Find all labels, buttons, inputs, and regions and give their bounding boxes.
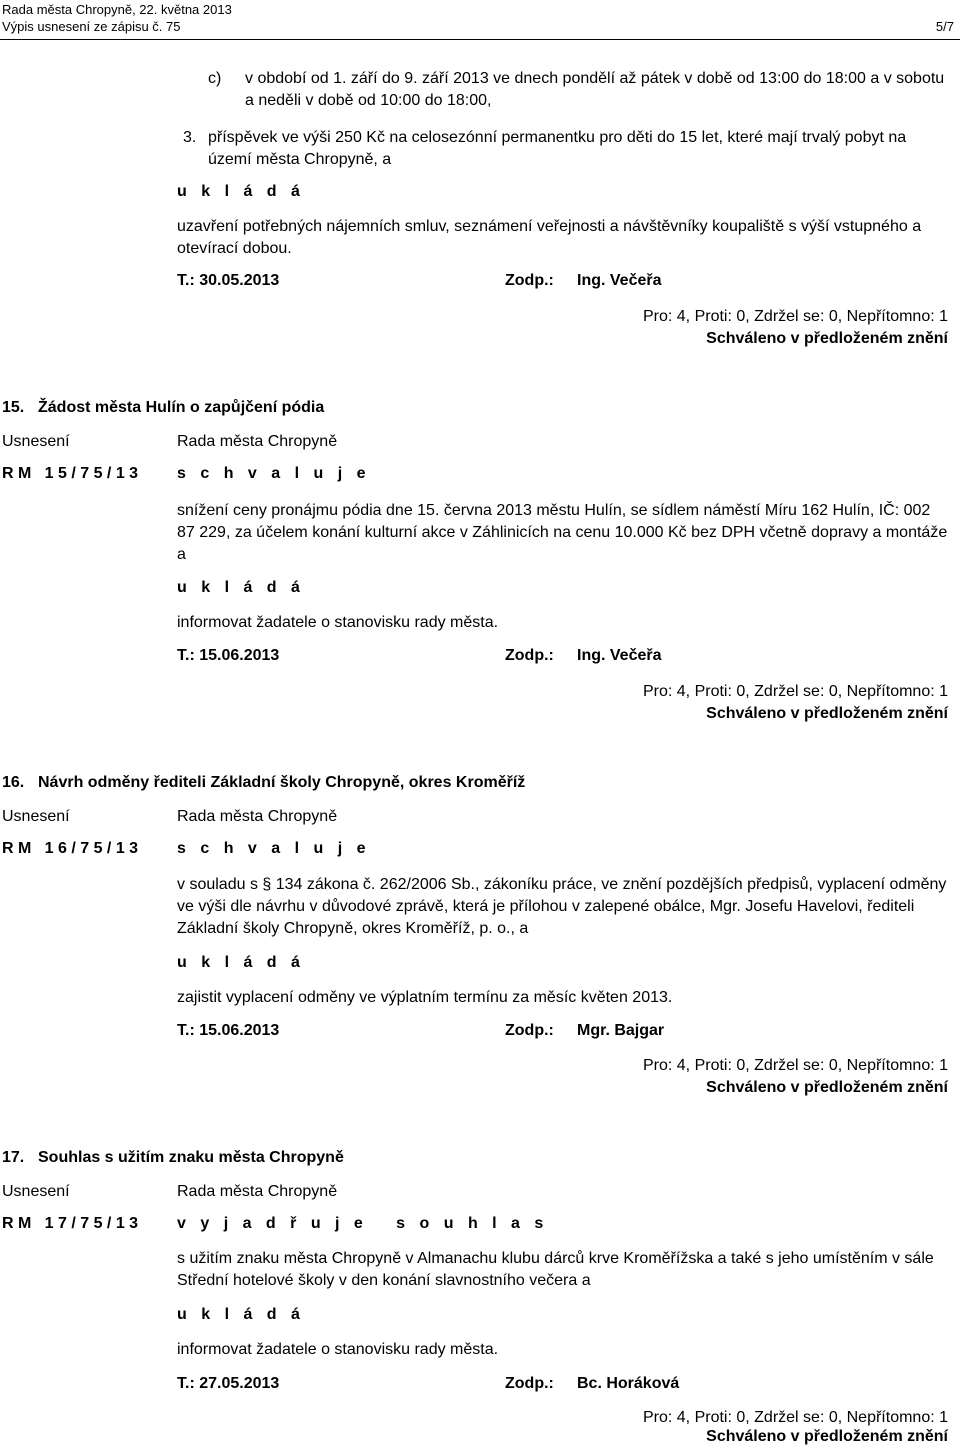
item-c-line1: v období od 1. září do 9. září 2013 ve dnech pondělí až pátek v době od 13:00 do 18:00 a v sobotu — [245, 70, 945, 87]
task-text: informovat žadatele o stanovisku rady města. — [177, 1341, 499, 1358]
task-line1: uzavření potřebných nájemních smluv, seznámení veřejnosti a návštěvníky koupaliště s výší vstupného a — [177, 218, 922, 235]
responsible-label: Zodp.: — [505, 647, 554, 664]
uklada-verb: u k l á d á — [177, 579, 305, 596]
vote-result: Pro: 4, Proti: 0, Zdržel se: 0, Nepřítomno: 1 — [642, 683, 948, 700]
uklada-verb: u k l á d á — [177, 183, 305, 200]
responsible-person: Ing. Večeřa — [577, 272, 662, 289]
deadline: T.: 15.06.2013 — [177, 647, 280, 664]
header-document-title: Výpis usnesení ze zápisu č. 75 — [2, 19, 181, 34]
item-c-marker: c) — [208, 70, 222, 87]
resolution-body-line2: ve výši dle návrhu v důvodové zprávě, která je přílohou v zalepené obálce, Mgr. Josefu Havelovi, řediteli — [177, 898, 915, 915]
uklada-verb: u k l á d á — [177, 954, 305, 971]
section-heading: Žádost města Hulín o zapůjčení pódia — [38, 399, 325, 416]
item-3-marker: 3. — [183, 129, 197, 146]
section-number: 15. — [2, 399, 25, 416]
resolution-verb: s c h v a l u j e — [177, 465, 371, 482]
deadline: T.: 15.06.2013 — [177, 1022, 280, 1039]
resolution-body-line3: a — [177, 546, 186, 563]
vote-result: Pro: 4, Proti: 0, Zdržel se: 0, Nepřítomno: 1 — [642, 1057, 948, 1074]
approval-status: Schváleno v předloženém znění — [706, 1428, 948, 1445]
approval-status: Schváleno v předloženém znění — [706, 1079, 948, 1096]
responsible-label: Zodp.: — [505, 272, 554, 289]
resolution-number: R M 1 5 / 7 5 / 1 3 — [2, 465, 139, 482]
item-c-line2: a neděli v době od 10:00 do 18:00, — [245, 92, 492, 109]
task-text: zajistit vyplacení odměny ve výplatním termínu za měsíc květen 2013. — [177, 989, 673, 1006]
section-number: 17. — [2, 1149, 25, 1166]
section-heading: Souhlas s užitím znaku města Chropyně — [38, 1149, 344, 1166]
resolution-verb: s c h v a l u j e — [177, 840, 371, 857]
vote-result: Pro: 4, Proti: 0, Zdržel se: 0, Nepřítomno: 1 — [642, 308, 948, 325]
page-number: 5/7 — [935, 19, 954, 34]
resolution-body-line2: Střední hotelové školy v den konání slavnostního večera a — [177, 1272, 591, 1289]
uklada-verb: u k l á d á — [177, 1306, 305, 1323]
approval-status: Schváleno v předloženém znění — [706, 330, 948, 347]
vote-result: Pro: 4, Proti: 0, Zdržel se: 0, Nepřítomno: 1 — [642, 1409, 948, 1426]
council-name: Rada města Chropyně — [177, 808, 338, 825]
responsible-label: Zodp.: — [505, 1375, 554, 1392]
header-council-date: Rada města Chropyně, 22. května 2013 — [2, 2, 232, 17]
resolution-body-line3: Základní školy Chropyně, okres Kroměříž, p. o., a — [177, 920, 529, 937]
item-3-line2: území města Chropyně, a — [208, 151, 392, 168]
resolution-number: R M 1 6 / 7 5 / 1 3 — [2, 840, 139, 857]
deadline: T.: 27.05.2013 — [177, 1375, 280, 1392]
header-divider — [0, 39, 960, 40]
item-3-line1: příspěvek ve výši 250 Kč na celosezónní permanentku pro děti do 15 let, které mají trvalý pobyt na — [208, 129, 907, 146]
task-line2: otevírací dobou. — [177, 240, 292, 257]
resolution-verb: v y j a d ř u j e s o u h l a s — [177, 1215, 549, 1232]
responsible-label: Zodp.: — [505, 1022, 554, 1039]
responsible-person: Ing. Večeřa — [577, 647, 662, 664]
council-name: Rada města Chropyně — [177, 433, 338, 450]
resolution-body-line2: 87 229, za účelem konání kulturní akce v Záhlinicích na cenu 10.000 Kč bez DPH včetně dopravy a montáže — [177, 524, 948, 541]
responsible-person: Mgr. Bajgar — [577, 1022, 665, 1039]
council-name: Rada města Chropyně — [177, 1183, 338, 1200]
deadline: T.: 30.05.2013 — [177, 272, 280, 289]
resolution-label: Usnesení — [2, 1183, 70, 1200]
section-heading: Návrh odměny řediteli Základní školy Chropyně, okres Kroměříž — [38, 774, 526, 791]
resolution-label: Usnesení — [2, 808, 70, 825]
resolution-number: R M 1 7 / 7 5 / 1 3 — [2, 1215, 139, 1232]
resolution-body-line1: s užitím znaku města Chropyně v Almanachu klubu dárců krve Kroměřížska a také s jeho umístěním v sále — [177, 1250, 934, 1267]
approval-status: Schváleno v předloženém znění — [706, 705, 948, 722]
responsible-person: Bc. Horáková — [577, 1375, 680, 1392]
resolution-body-line1: snížení ceny pronájmu pódia dne 15. června 2013 městu Hulín, se sídlem náměstí Míru 162 Hulín, IČ: 002 — [177, 502, 931, 519]
section-number: 16. — [2, 774, 25, 791]
task-text: informovat žadatele o stanovisku rady města. — [177, 614, 499, 631]
resolution-label: Usnesení — [2, 433, 70, 450]
resolution-body-line1: v souladu s § 134 zákona č. 262/2006 Sb., zákoníku práce, ve znění pozdějších předpisů, vyplacení odměny — [177, 876, 947, 893]
